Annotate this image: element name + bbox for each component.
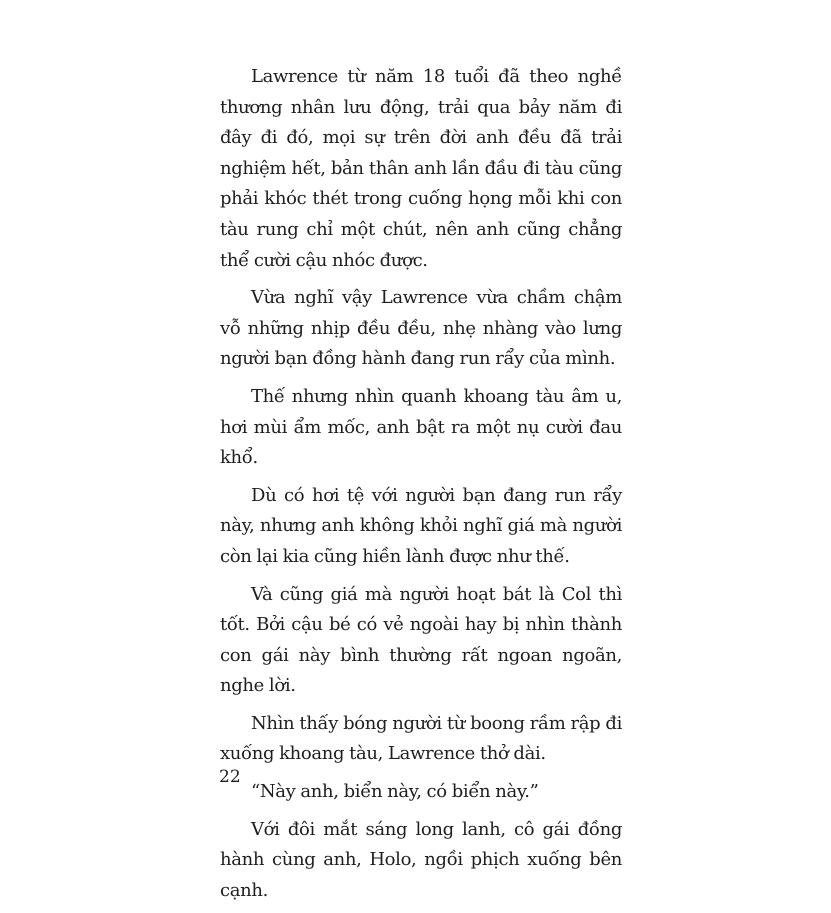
paragraph: Vừa nghĩ vậy Lawrence vừa chầm chậm vỗ những nhịp đều đều, nhẹ nhàng vào lưng người bạn đồng hành đang run rẩy của mình. [220, 287, 622, 370]
paragraph: Với đôi mắt sáng long lanh, cô gái đồng hành cùng anh, Holo, ngồi phịch xuống bên cạnh. [220, 818, 622, 901]
paragraph: “Này anh, biển này, có biển này.” [251, 781, 539, 803]
paragraph: Nhìn thấy bóng người từ boong rầm rập đi xuống khoang tàu, Lawrence thở dài. [220, 712, 622, 765]
paragraph: Và cũng giá mà người hoạt bát là Col thì tốt. Bởi cậu bé có vẻ ngoài hay bị nhìn thành con gái này bình thường rất ngoan ngoãn, nghe lời. [220, 583, 622, 697]
page-number: 22 [219, 767, 241, 787]
paragraph: Dù có hơi tệ với người bạn đang run rẩy này, nhưng anh không khỏi nghĩ giá mà người còn lại kia cũng hiền lành được như thế. [220, 484, 622, 567]
body-text [220, 62, 622, 913]
paragraph: Thế nhưng nhìn quanh khoang tàu âm u, hơi mùi ẩm mốc, anh bật ra một nụ cười đau khổ. [220, 385, 622, 469]
paragraph: Lawrence từ năm 18 tuổi đã theo nghề thương nhân lưu động, trải qua bảy năm đi đây đi đó, mọi sự trên đời anh đều đã trải nghiệm hết, bản thân anh lần đầu đi tàu cũng phải khóc thét trong cuống họng mỗi khi con tàu rung chỉ một chút, nên anh cũng chẳng thể cười cậu nhóc được. [220, 66, 622, 271]
